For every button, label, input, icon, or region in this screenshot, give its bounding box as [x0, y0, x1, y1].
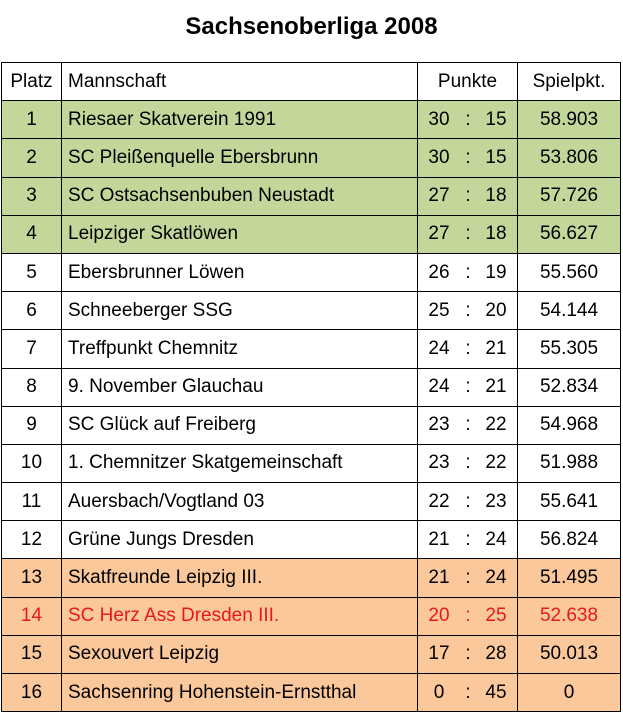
table-row [2, 635, 621, 673]
header-mannschaft: Mannschaft [62, 63, 418, 101]
punkte-separator: : [465, 452, 471, 474]
punkte-plus: 24 [428, 337, 450, 359]
table-row [2, 177, 621, 215]
rank-cell: 8 [2, 368, 62, 406]
rank-cell: 11 [2, 483, 62, 521]
punkte-minus: 22 [485, 414, 507, 436]
rank-cell: 6 [2, 292, 62, 330]
spielpunkte-cell: 53.806 [518, 139, 621, 177]
punkte-minus: 15 [485, 146, 507, 168]
team-name-cell: 1. Chemnitzer Skatgemeinschaft [62, 444, 418, 482]
rank-cell: 16 [2, 674, 62, 712]
rank-cell: 12 [2, 521, 62, 559]
punkte-plus: 21 [428, 528, 450, 550]
punkte-separator: : [465, 643, 471, 665]
punkte-cell [418, 483, 518, 521]
team-name-cell: SC Pleißenquelle Ebersbrunn [62, 139, 418, 177]
punkte-minus: 25 [485, 605, 507, 627]
spielpunkte-cell: 56.824 [518, 521, 621, 559]
punkte-minus: 24 [485, 528, 507, 550]
punkte-separator: : [465, 108, 471, 130]
team-name-cell: SC Glück auf Freiberg [62, 406, 418, 444]
team-name-cell: SC Ostsachsenbuben Neustadt [62, 177, 418, 215]
punkte-plus: 22 [428, 490, 450, 512]
punkte-cell [418, 674, 518, 712]
spielpunkte-cell: 55.560 [518, 253, 621, 291]
punkte-separator: : [465, 299, 471, 321]
spielpunkte-cell: 51.988 [518, 444, 621, 482]
team-name-cell: Skatfreunde Leipzig III. [62, 559, 418, 597]
punkte-separator: : [465, 261, 471, 283]
rank-cell: 10 [2, 444, 62, 482]
punkte-plus: 30 [428, 108, 450, 130]
punkte-minus: 21 [485, 337, 507, 359]
table-row [2, 406, 621, 444]
spielpunkte-cell: 52.834 [518, 368, 621, 406]
punkte-minus: 22 [485, 452, 507, 474]
punkte-cell [418, 253, 518, 291]
punkte-minus: 21 [485, 376, 507, 398]
punkte-separator: : [465, 185, 471, 207]
punkte-separator: : [465, 223, 471, 245]
team-name-cell: Grüne Jungs Dresden [62, 521, 418, 559]
table-row [2, 444, 621, 482]
page-title: Sachsenoberliga 2008 [185, 13, 438, 40]
spielpunkte-cell: 57.726 [518, 177, 621, 215]
table-row [2, 101, 621, 139]
header-platz: Platz [2, 63, 62, 101]
rank-cell: 1 [2, 101, 62, 139]
punkte-separator: : [465, 376, 471, 398]
punkte-plus: 0 [433, 681, 445, 703]
table-row [2, 139, 621, 177]
punkte-separator: : [465, 528, 471, 550]
punkte-separator: : [465, 681, 471, 703]
team-name-cell: Sachsenring Hohenstein-Ernstthal [62, 674, 418, 712]
spielpunkte-cell: 50.013 [518, 635, 621, 673]
punkte-minus: 20 [485, 299, 507, 321]
punkte-cell [418, 597, 518, 635]
punkte-cell [418, 215, 518, 253]
header-punkte: Punkte [418, 63, 518, 101]
punkte-minus: 24 [485, 567, 507, 589]
punkte-cell [418, 139, 518, 177]
punkte-cell [418, 101, 518, 139]
table-row [2, 674, 621, 712]
spielpunkte-cell: 55.305 [518, 330, 621, 368]
spielpunkte-cell: 58.903 [518, 101, 621, 139]
punkte-cell [418, 559, 518, 597]
table-row [2, 521, 621, 559]
rank-cell: 3 [2, 177, 62, 215]
rank-cell: 5 [2, 253, 62, 291]
standings-table [1, 62, 621, 712]
punkte-separator: : [465, 567, 471, 589]
punkte-minus: 15 [485, 108, 507, 130]
team-name-cell: 9. November Glauchau [62, 368, 418, 406]
punkte-plus: 26 [428, 261, 450, 283]
spielpunkte-cell: 51.495 [518, 559, 621, 597]
team-name-cell: Ebersbrunner Löwen [62, 253, 418, 291]
rank-cell: 7 [2, 330, 62, 368]
punkte-plus: 17 [428, 643, 450, 665]
team-name-cell: Auersbach/Vogtland 03 [62, 483, 418, 521]
rank-cell: 13 [2, 559, 62, 597]
spielpunkte-cell: 54.968 [518, 406, 621, 444]
spielpunkte-cell: 55.641 [518, 483, 621, 521]
punkte-cell [418, 635, 518, 673]
header-row [2, 63, 621, 101]
table-row [2, 597, 621, 635]
punkte-plus: 21 [428, 567, 450, 589]
team-name-cell: Leipziger Skatlöwen [62, 215, 418, 253]
team-name-cell: Schneeberger SSG [62, 292, 418, 330]
punkte-cell [418, 444, 518, 482]
rank-cell: 15 [2, 635, 62, 673]
team-name-cell: Treffpunkt Chemnitz [62, 330, 418, 368]
rank-cell: 9 [2, 406, 62, 444]
punkte-minus: 18 [485, 185, 507, 207]
table-row [2, 368, 621, 406]
table-row [2, 253, 621, 291]
punkte-cell [418, 177, 518, 215]
header-spielpunkte: Spielpkt. [518, 63, 621, 101]
punkte-minus: 19 [485, 261, 507, 283]
table-row [2, 330, 621, 368]
punkte-cell [418, 292, 518, 330]
punkte-separator: : [465, 337, 471, 359]
punkte-plus: 23 [428, 452, 450, 474]
rank-cell: 4 [2, 215, 62, 253]
punkte-separator: : [465, 490, 471, 512]
team-name-cell: Riesaer Skatverein 1991 [62, 101, 418, 139]
table-row [2, 559, 621, 597]
table-row [2, 483, 621, 521]
punkte-minus: 18 [485, 223, 507, 245]
spielpunkte-cell: 52.638 [518, 597, 621, 635]
punkte-plus: 27 [428, 223, 450, 245]
punkte-separator: : [465, 605, 471, 627]
table-row [2, 215, 621, 253]
punkte-plus: 23 [428, 414, 450, 436]
punkte-cell [418, 368, 518, 406]
spielpunkte-cell: 54.144 [518, 292, 621, 330]
spielpunkte-cell: 0 [518, 674, 621, 712]
punkte-plus: 25 [428, 299, 450, 321]
punkte-minus: 23 [485, 490, 507, 512]
punkte-minus: 28 [485, 643, 507, 665]
punkte-separator: : [465, 146, 471, 168]
table-row [2, 292, 621, 330]
punkte-plus: 30 [428, 146, 450, 168]
punkte-cell [418, 521, 518, 559]
punkte-plus: 24 [428, 376, 450, 398]
punkte-cell [418, 330, 518, 368]
standings-body [2, 101, 621, 712]
team-name-cell: SC Herz Ass Dresden III. [62, 597, 418, 635]
punkte-separator: : [465, 414, 471, 436]
punkte-cell [418, 406, 518, 444]
team-name-cell: Sexouvert Leipzig [62, 635, 418, 673]
punkte-plus: 20 [428, 605, 450, 627]
punkte-plus: 27 [428, 185, 450, 207]
rank-cell: 14 [2, 597, 62, 635]
punkte-minus: 45 [485, 681, 507, 703]
rank-cell: 2 [2, 139, 62, 177]
spielpunkte-cell: 56.627 [518, 215, 621, 253]
